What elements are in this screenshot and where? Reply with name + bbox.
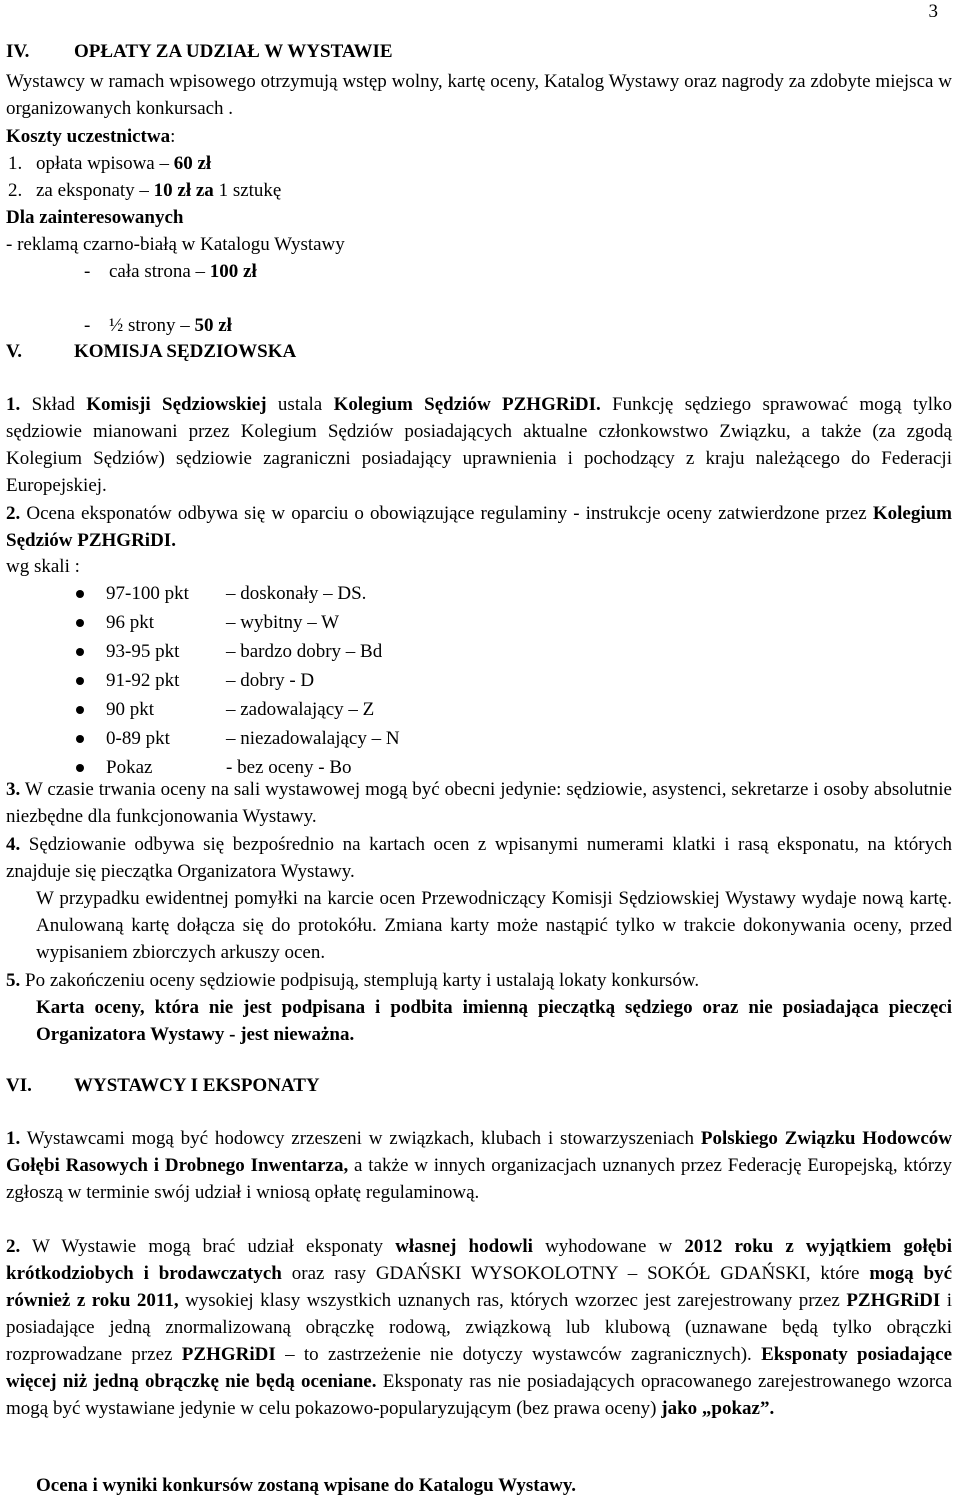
text-run: Kolegium Sędziów PZHGRiDI. — [6, 503, 952, 551]
costs-label-text: Koszty uczestnictwa — [6, 126, 171, 147]
scale-points: 0-89 pkt — [106, 728, 170, 749]
text-run: Ocena eksponatów odbywa się w oparciu o obowiązujące regulaminy - instrukcje oceny zatwierdzone przez — [26, 503, 867, 524]
bullet-icon — [76, 648, 84, 656]
list-number: 2. — [6, 503, 21, 524]
text-run: oraz rasy GDAŃSKI WYSOKOLOTNY – SOKÓŁ GDAŃSKI, które — [291, 1263, 860, 1284]
scale-description: – niezadowalający – N — [226, 728, 400, 749]
scale-description: – zadowalający – Z — [226, 699, 375, 720]
text-run: i posiadające jedną znormalizowaną obrączkę rodową, związkową lub klubową (uznawane będą tylko obrączki rozprowadzane przez — [6, 1290, 953, 1365]
bullet-icon — [76, 590, 84, 598]
ad-option-price: 100 zł — [209, 261, 257, 282]
exhibitors-paragraph-2 — [6, 1233, 952, 1422]
jury-paragraph-4 — [6, 831, 952, 885]
text-run: Po zakończeniu oceny sędziowie podpisują, stemplują karty i ustalają lokaty konkursów. — [25, 970, 700, 991]
text-run: Kolegium Sędziów PZHGRiDI. — [333, 394, 601, 415]
grading-scale-list — [6, 579, 952, 782]
grading-scale-item — [6, 637, 952, 666]
section-roman-numeral: V. — [6, 341, 23, 362]
text-run: W Wystawie mogą brać udział eksponaty — [32, 1236, 384, 1257]
dash-bullet: - — [84, 261, 91, 282]
jury-paragraph-4-continued: W przypadku ewidentnej pomyłki na karcie ocen Przewodniczący Komisji Sędziowskiej Wystawy wydaje nową kartę. Anulowaną kartę dołącza się do protokółu. Zmiana karty może nastąpić tylko w trakcie dokonywania oceny, przed wypisaniem zbiorczych arkuszy ocen. — [36, 888, 952, 963]
dash-bullet: - — [84, 315, 91, 336]
cost-item-unit: 1 sztukę — [218, 180, 282, 201]
scale-points: 91-92 pkt — [106, 670, 180, 691]
text-run: W czasie trwania oceny na sali wystawowej mogą być obecni jedynie: sędziowie, asystenci, sekretarze i osoby absolutnie niezbędne dla funkcjonowania Wystawy. — [6, 779, 952, 827]
text-run: wysokiej klasy wszystkich uznanych ras, których wzorzec jest zarejestrowany przez — [185, 1290, 840, 1311]
text-run: Funkcję sędziego sprawować mogą tylko sędziowie mianowani przez Kolegium Sędziów posiadających aktualne członkowstwo Związku, a także (za zgodą Kolegium Sędziów) sędziowie zagraniczni posiadający uprawnienia i pochodzący z kraju należącego do Federacji Europejskiej. — [6, 394, 953, 496]
text-run: PZHGRiDI — [181, 1344, 276, 1365]
jury-paragraph-5-warning: Karta oceny, która nie jest podpisana i podbita imienną pieczątką sędziego oraz nie posiadająca pieczęci Organizatora Wystawy - jest nieważna. — [36, 997, 952, 1045]
ad-option-price: 50 zł — [194, 315, 232, 336]
final-note: Ocena i wyniki konkursów zostaną wpisane do Katalogu Wystawy. — [36, 1475, 577, 1496]
cost-item-entry-fee — [8, 150, 952, 177]
scale-description: – wybitny – W — [226, 612, 340, 633]
jury-paragraph-3 — [6, 776, 952, 830]
grading-scale-item — [6, 695, 952, 724]
ad-full-page — [6, 258, 960, 285]
jury-paragraph-1 — [6, 391, 952, 499]
jury-paragraph-2 — [6, 500, 952, 554]
ad-line: - reklamą czarno-białą w Katalogu Wystawy — [6, 234, 345, 255]
scale-points: 93-95 pkt — [106, 641, 180, 662]
scale-points: 96 pkt — [106, 612, 155, 633]
bullet-icon — [76, 706, 84, 714]
text-run: Eksponaty ras nie posiadających opracowanego zarejestrowanego wzorca mogą być wystawiane jedynie w celu pokazowo-popularyzującym (bez prawa oceny) — [6, 1371, 953, 1419]
grading-scale-item — [6, 666, 952, 695]
list-number: 1. — [6, 394, 21, 415]
section-roman-numeral: VI. — [6, 1075, 32, 1096]
text-run: Eksponaty posiadające więcej niż jedną obrączkę nie będą oceniane. — [6, 1344, 953, 1392]
costs-label-colon: : — [170, 126, 176, 147]
costs-label — [6, 123, 952, 150]
section-heading-exhibitors — [6, 1072, 952, 1099]
text-run: a także w innych organizacjach uznanych przez Federację Europejską, którzy zgłoszą w terminie swój udział i wniosą opłatę regulaminową. — [6, 1155, 952, 1203]
text-run: Polskiego Związku Hodowców Gołębi Rasowych i Drobnego Inwentarza, — [6, 1128, 952, 1176]
scale-description: – dobry - D — [226, 670, 315, 691]
text-run: PZHGRiDI — [846, 1290, 941, 1311]
section-heading-fees — [6, 38, 952, 65]
bullet-icon — [76, 619, 84, 627]
scale-description: – doskonały – DS. — [226, 583, 367, 604]
scale-description: – bardzo dobry – Bd — [226, 641, 383, 662]
section-roman-numeral: IV. — [6, 41, 30, 62]
scale-points: 97-100 pkt — [106, 583, 189, 604]
list-number: 1. — [8, 153, 23, 174]
text-run: ustala — [277, 394, 323, 415]
cost-item-text: opłata wpisowa – — [36, 153, 169, 174]
list-number: 3. — [6, 779, 21, 800]
scale-label: wg skali : — [6, 556, 80, 577]
scale-description: - bez oceny - Bo — [226, 757, 352, 778]
text-run: Skład — [31, 394, 75, 415]
interested-heading: Dla zainteresowanych — [6, 207, 184, 228]
grading-scale-item — [6, 579, 952, 608]
grading-scale-item — [6, 724, 952, 753]
text-run: wyhodowane w — [545, 1236, 673, 1257]
bullet-icon — [76, 735, 84, 743]
text-run: – to zastrzeżenie nie dotyczy wystawców zagranicznych). — [285, 1344, 752, 1365]
text-run: Komisji Sędziowskiej — [86, 394, 267, 415]
page-number: 3 — [928, 1, 938, 22]
fees-intro-paragraph: Wystawcy w ramach wpisowego otrzymują wstęp wolny, kartę oceny, Katalog Wystawy oraz nagrody za zdobyte miejsca w organizowanych konkursach . — [6, 71, 952, 119]
cost-item-text: za eksponaty – — [36, 180, 149, 201]
text-run: mogą być również z roku 2011, — [6, 1263, 952, 1311]
jury-paragraph-5 — [6, 967, 952, 994]
list-number: 1. — [6, 1128, 21, 1149]
ad-half-page — [6, 312, 960, 339]
list-number: 5. — [6, 970, 21, 991]
text-run: jako „pokaz”. — [661, 1398, 775, 1419]
list-number: 2. — [6, 1236, 21, 1257]
section-heading-jury — [6, 338, 952, 365]
ad-option-text: ½ strony – — [109, 315, 190, 336]
list-number: 4. — [6, 834, 21, 855]
scale-points: 90 pkt — [106, 699, 155, 720]
section-title: WYSTAWCY I EKSPONATY — [74, 1075, 320, 1096]
list-number: 2. — [8, 180, 23, 201]
text-run: Sędziowanie odbywa się bezpośrednio na kartach ocen z wpisanymi numerami klatki i rasą eksponatu, na których znajduje się pieczątka Organizatora Wystawy. — [6, 834, 952, 882]
section-title: KOMISJA SĘDZIOWSKA — [74, 341, 297, 362]
cost-item-exhibits — [8, 177, 952, 204]
cost-item-price: 10 zł za — [153, 180, 214, 201]
bullet-icon — [76, 764, 84, 772]
bullet-icon — [76, 677, 84, 685]
exhibitors-paragraph-1 — [6, 1125, 952, 1206]
section-title: OPŁATY ZA UDZIAŁ W WYSTAWIE — [74, 41, 393, 62]
text-run: własnej hodowli — [395, 1236, 533, 1257]
text-run: Wystawcami mogą być hodowcy zrzeszeni w związkach, klubach i stowarzyszeniach — [26, 1128, 695, 1149]
scale-points: Pokaz — [106, 757, 153, 778]
grading-scale-item — [6, 608, 952, 637]
cost-item-price: 60 zł — [173, 153, 212, 174]
text-run: 2012 roku z wyjątkiem gołębi krótkodziobych i brodawczatych — [6, 1236, 953, 1284]
ad-option-text: cała strona – — [109, 261, 206, 282]
